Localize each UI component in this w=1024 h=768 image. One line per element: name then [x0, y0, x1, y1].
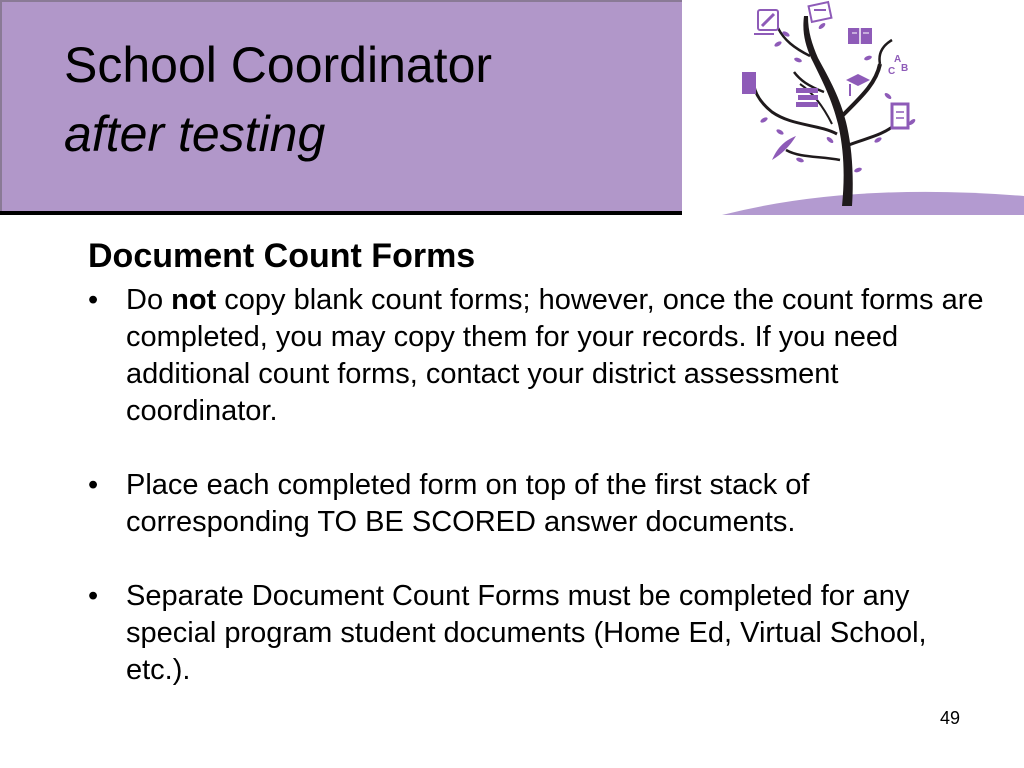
- open-book-icon: [848, 28, 872, 44]
- title-band: [0, 0, 682, 212]
- book-icon: [742, 72, 756, 94]
- slide-title: School Coordinator: [64, 37, 493, 93]
- svg-text:B: B: [901, 63, 909, 74]
- bullet-item: [88, 282, 988, 430]
- bullet-text-prefix: Do: [126, 284, 172, 316]
- stack-of-books-icon: [796, 88, 818, 107]
- pencil-icon: [754, 10, 778, 34]
- bullet-marker: •: [88, 284, 99, 316]
- notebook-icon: [809, 2, 832, 22]
- svg-text:A: A: [894, 54, 902, 65]
- slide-content: [88, 236, 988, 689]
- feather-quill-icon: [772, 136, 796, 160]
- page-number: 49: [940, 708, 961, 728]
- tree-of-learning-icon: [682, 0, 1024, 215]
- slide-subtitle: after testing: [64, 106, 326, 162]
- header-divider: [0, 211, 682, 215]
- bullet-text: Place each completed form on top of the first stack of corresponding TO BE SCORED answer documents.: [126, 469, 810, 538]
- bullet-marker: •: [88, 580, 99, 612]
- bullet-item: [88, 578, 988, 689]
- svg-text:C: C: [888, 66, 896, 77]
- section-heading: Document Count Forms: [88, 237, 476, 275]
- bullet-text: Separate Document Count Forms must be completed for any special program student documents (Home Ed, Virtual School, etc.).: [126, 580, 927, 686]
- document-icon: [892, 104, 908, 128]
- bullet-marker: •: [88, 469, 99, 501]
- abc-letters-icon: [888, 54, 908, 77]
- bullet-text-rest: copy blank count forms; however, once the count forms are completed, you may copy them for your records. If you need additional count forms, contact your district assessment coordinator.: [126, 284, 984, 427]
- bullet-text: [126, 284, 984, 427]
- tree-of-learning-illustration: [682, 0, 1024, 215]
- bullet-item: [88, 467, 988, 541]
- bullet-text-emphasis: not: [171, 284, 217, 316]
- ground-mound: [722, 192, 1024, 215]
